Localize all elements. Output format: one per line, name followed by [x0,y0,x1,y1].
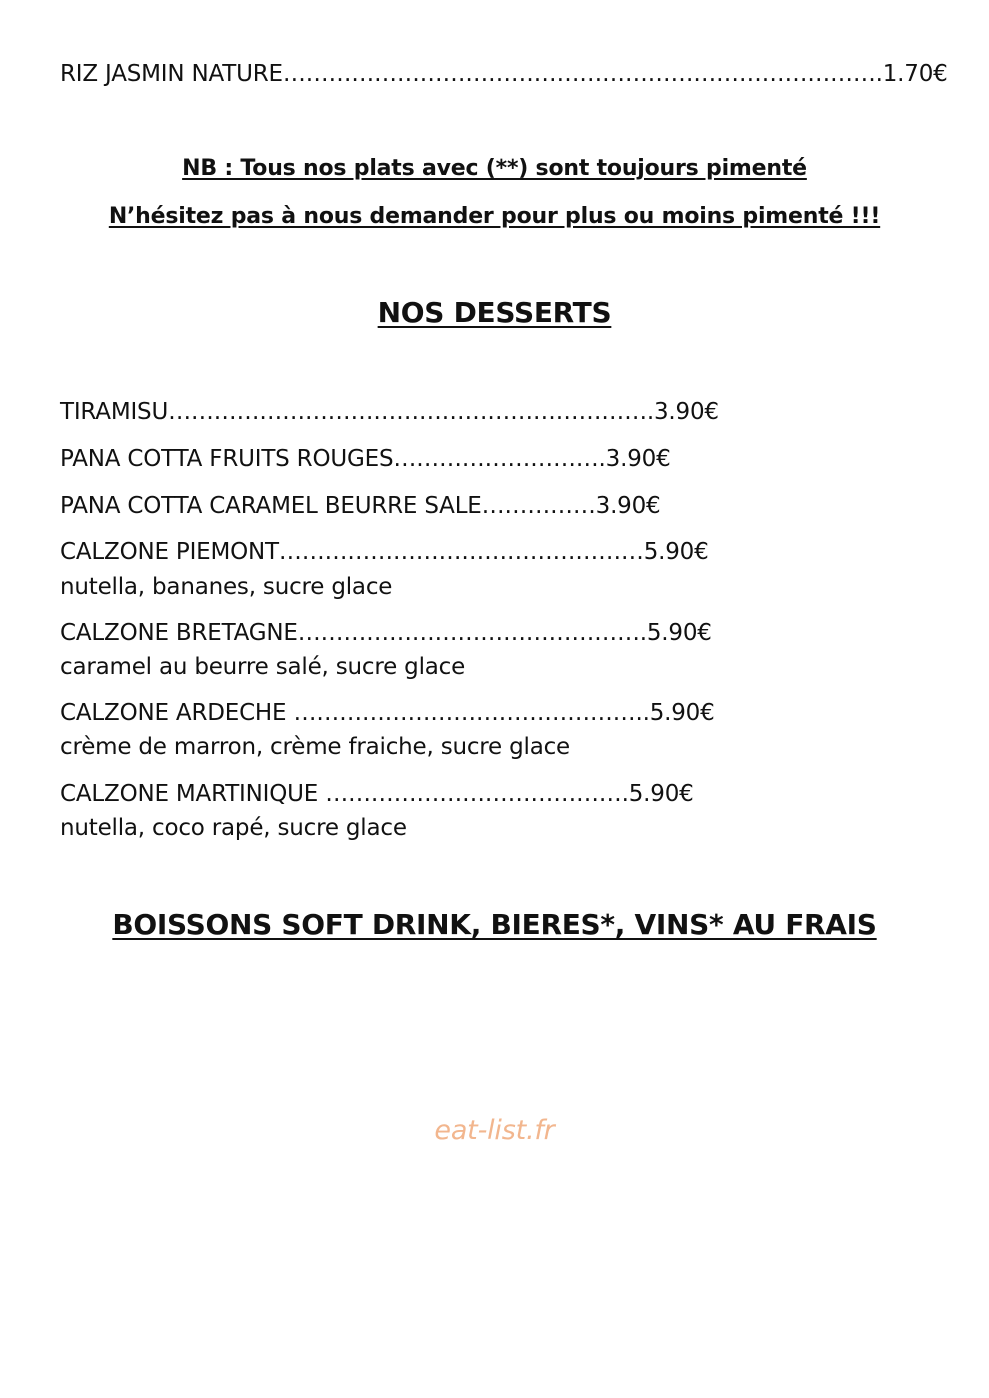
dessert-item-calzone-piemont: CALZONE PIEMONT…………………………………………5.90€ [60,539,709,565]
dessert-description-calzone-ardeche: crème de marron, crème fraiche, sucre glace [60,734,570,760]
dessert-item-tiramisu: TIRAMISU……………………………………………………….3.90€ [60,399,719,425]
watermark-text: eat-list.fr [434,1115,555,1146]
spice-note-line-1: NB : Tous nos plats avec (**) sont toujours pimenté [182,156,807,181]
dessert-item-calzone-bretagne: CALZONE BRETAGNE……………………………………….5.90€ [60,620,712,646]
desserts-title: NOS DESSERTS [377,296,612,329]
dessert-item-calzone-ardeche: CALZONE ARDECHE ………………………………………..5.90€ [60,700,715,726]
dessert-description-calzone-martinique: nutella, coco rapé, sucre glace [60,815,407,841]
menu-item-riz-jasmin: RIZ JASMIN NATURE…………………………………………………………………….1.70€ [60,61,948,87]
dessert-item-pana-cotta-fruits-rouges: PANA COTTA FRUITS ROUGES……………………….3.90€ [60,446,671,472]
dessert-item-pana-cotta-caramel: PANA COTTA CARAMEL BEURRE SALE……………3.90€ [60,493,661,519]
dessert-item-calzone-martinique: CALZONE MARTINIQUE ………………………………….5.90€ [60,781,694,807]
spice-note-line-2: N’hésitez pas à nous demander pour plus ou moins pimenté !!! [108,204,881,229]
dessert-description-calzone-piemont: nutella, bananes, sucre glace [60,574,393,600]
dessert-description-calzone-bretagne: caramel au beurre salé, sucre glace [60,654,466,680]
drinks-title: BOISSONS SOFT DRINK, BIERES*, VINS* AU FRAIS [112,908,877,941]
